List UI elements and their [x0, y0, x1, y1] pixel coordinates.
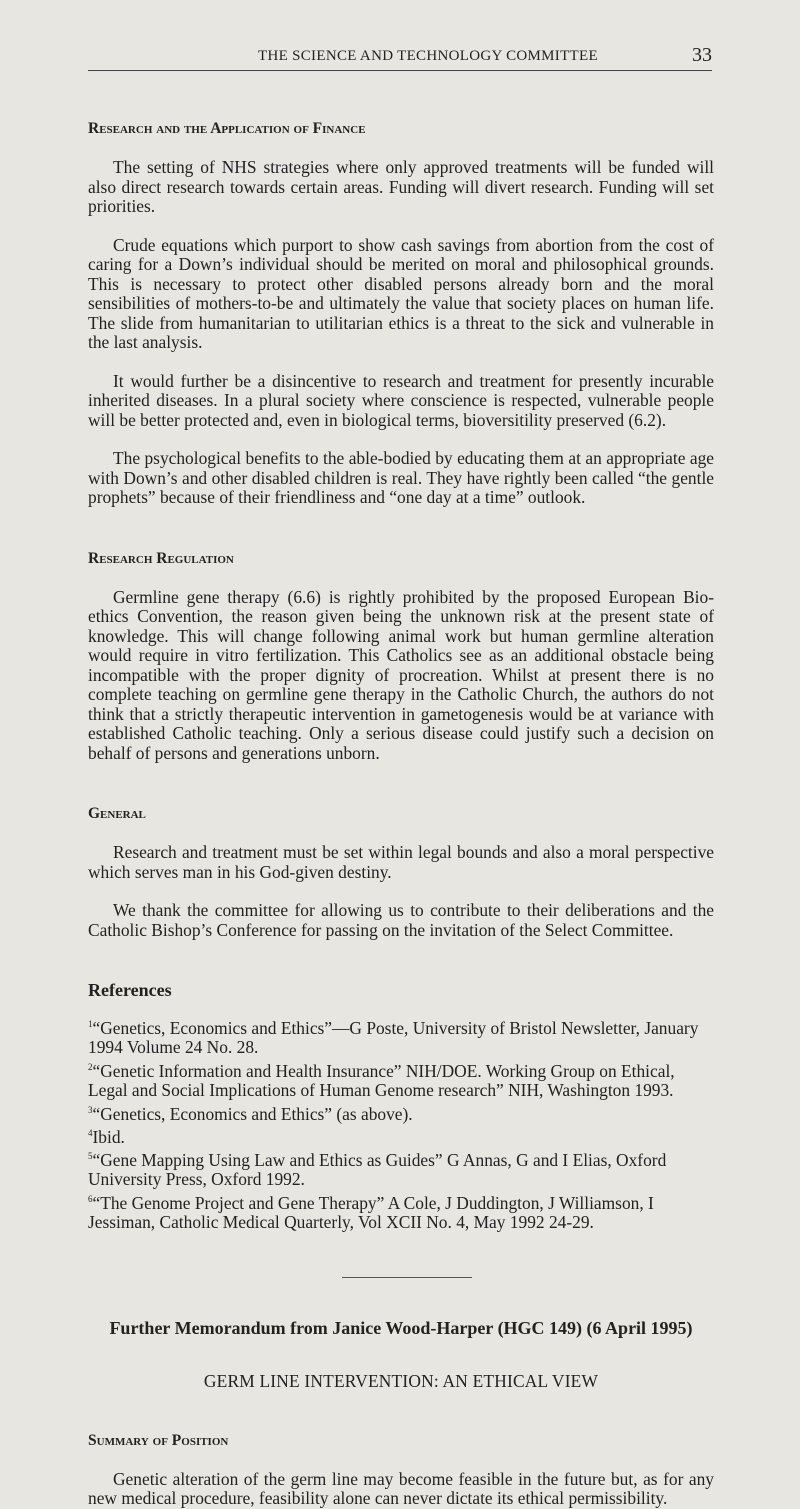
paragraph: The setting of NHS strategies where only approved treatments will be funded will also direct research towards certain areas. Funding will divert research. Funding will set priorities. — [88, 157, 714, 216]
page-number: 33 — [692, 44, 712, 66]
running-title: THE SCIENCE AND TECHNOLOGY COMMITTEE — [258, 48, 598, 64]
summary-heading: Summary of Position — [88, 1431, 229, 1449]
references-list — [88, 1015, 714, 1233]
reference-item: $^6$“The Genome Project and Gene Therapy” A Cole, J Duddington, J Williamson, I Jessiman, Catholic Medical Quarterly, Vol XCII No. 4, May 1992 24-29. — [88, 1192, 654, 1233]
reference-item: $^1$“Genetics, Economics and Ethics”—G Poste, University of Bristol Newsletter, January 1994 Volume 24 No. 28. — [88, 1017, 699, 1058]
section-heading-general: General — [88, 805, 146, 822]
references-heading: References — [88, 980, 172, 1000]
memorandum-title: Further Memorandum from Janice Wood-Harper (HGC 149) (6 April 1995) — [109, 1317, 693, 1338]
reference-item: $^2$“Genetic Information and Health Insurance” NIH/DOE. Working Group on Ethical, Legal and Social Implications of Human Genome research” NIH, Washington 1993. — [88, 1060, 675, 1101]
reference-item: $^3$“Genetics, Economics and Ethics” (as above). — [88, 1103, 413, 1124]
paragraph: We thank the committee for allowing us to contribute to their deliberations and the Catholic Bishop’s Conference for passing on the invitation of the Select Committee. — [88, 900, 714, 940]
paragraph: Genetic alteration of the germ line may become feasible in the future but, as for any new medical procedure, feasibility alone can never dictate its ethical permissibility. — [88, 1468, 714, 1509]
page-header — [88, 44, 712, 71]
paragraph: Research and treatment must be set within legal bounds and also a moral perspective which serves man in his God-given destiny. — [88, 842, 714, 882]
paragraph: The psychological benefits to the able-bodied by educating them at an appropriate age with Down’s and other disabled children is real. They have rightly been called “the gentle prophets” because of their friendliness and “one day at a time” outlook. — [88, 448, 714, 507]
reference-item: $^4$Ibid. — [88, 1126, 125, 1147]
paragraph: Crude equations which purport to show cash savings from abortion from the cost of caring for a Down’s individual should be merited on moral and philosophical grounds. This is necessary to protect other disabled persons already born and the moral sensibilities of mothers-to-be and ultimately the value that society places on human life. The slide from humanitarian to utilitarian ethics is a threat to the sick and vulnerable in the last analysis. — [88, 234, 714, 352]
memorandum-subtitle: GERM LINE INTERVENTION: AN ETHICAL VIEW — [203, 1370, 599, 1391]
reference-item: $^5$“Gene Mapping Using Law and Ethics as Guides” G Annas, G and I Elias, Oxford University Press, Oxford 1992. — [88, 1149, 667, 1190]
paragraph: Germline gene therapy (6.6) is rightly prohibited by the proposed European Bio-ethics Convention, the reason given being the unknown risk at the present state of knowledge. This will change following animal work but human germline alteration would require in vitro fertilization. This Catholics see as an additional obstacle being incompatible with the proper dignity of procreation. Whilst at present there is no complete teaching on germline gene therapy in the Catholic Church, the authors do not think that a strictly therapeutic intervention in gametogenesis would be at variance with established Catholic teaching. Only a serious disease could justify such a decision on behalf of persons and generations unborn. — [88, 586, 714, 763]
page-body — [88, 120, 714, 1509]
paragraph: It would further be a disincentive to research and treatment for presently incurable inherited diseases. In a plural society where conscience is respected, vulnerable people will be better protected and, even in biological terms, bioversitility preserved (6.2). — [88, 370, 714, 430]
section-heading-finance: Research and the Application of Finance — [88, 120, 366, 137]
section-heading-regulation: Research Regulation — [88, 549, 234, 567]
